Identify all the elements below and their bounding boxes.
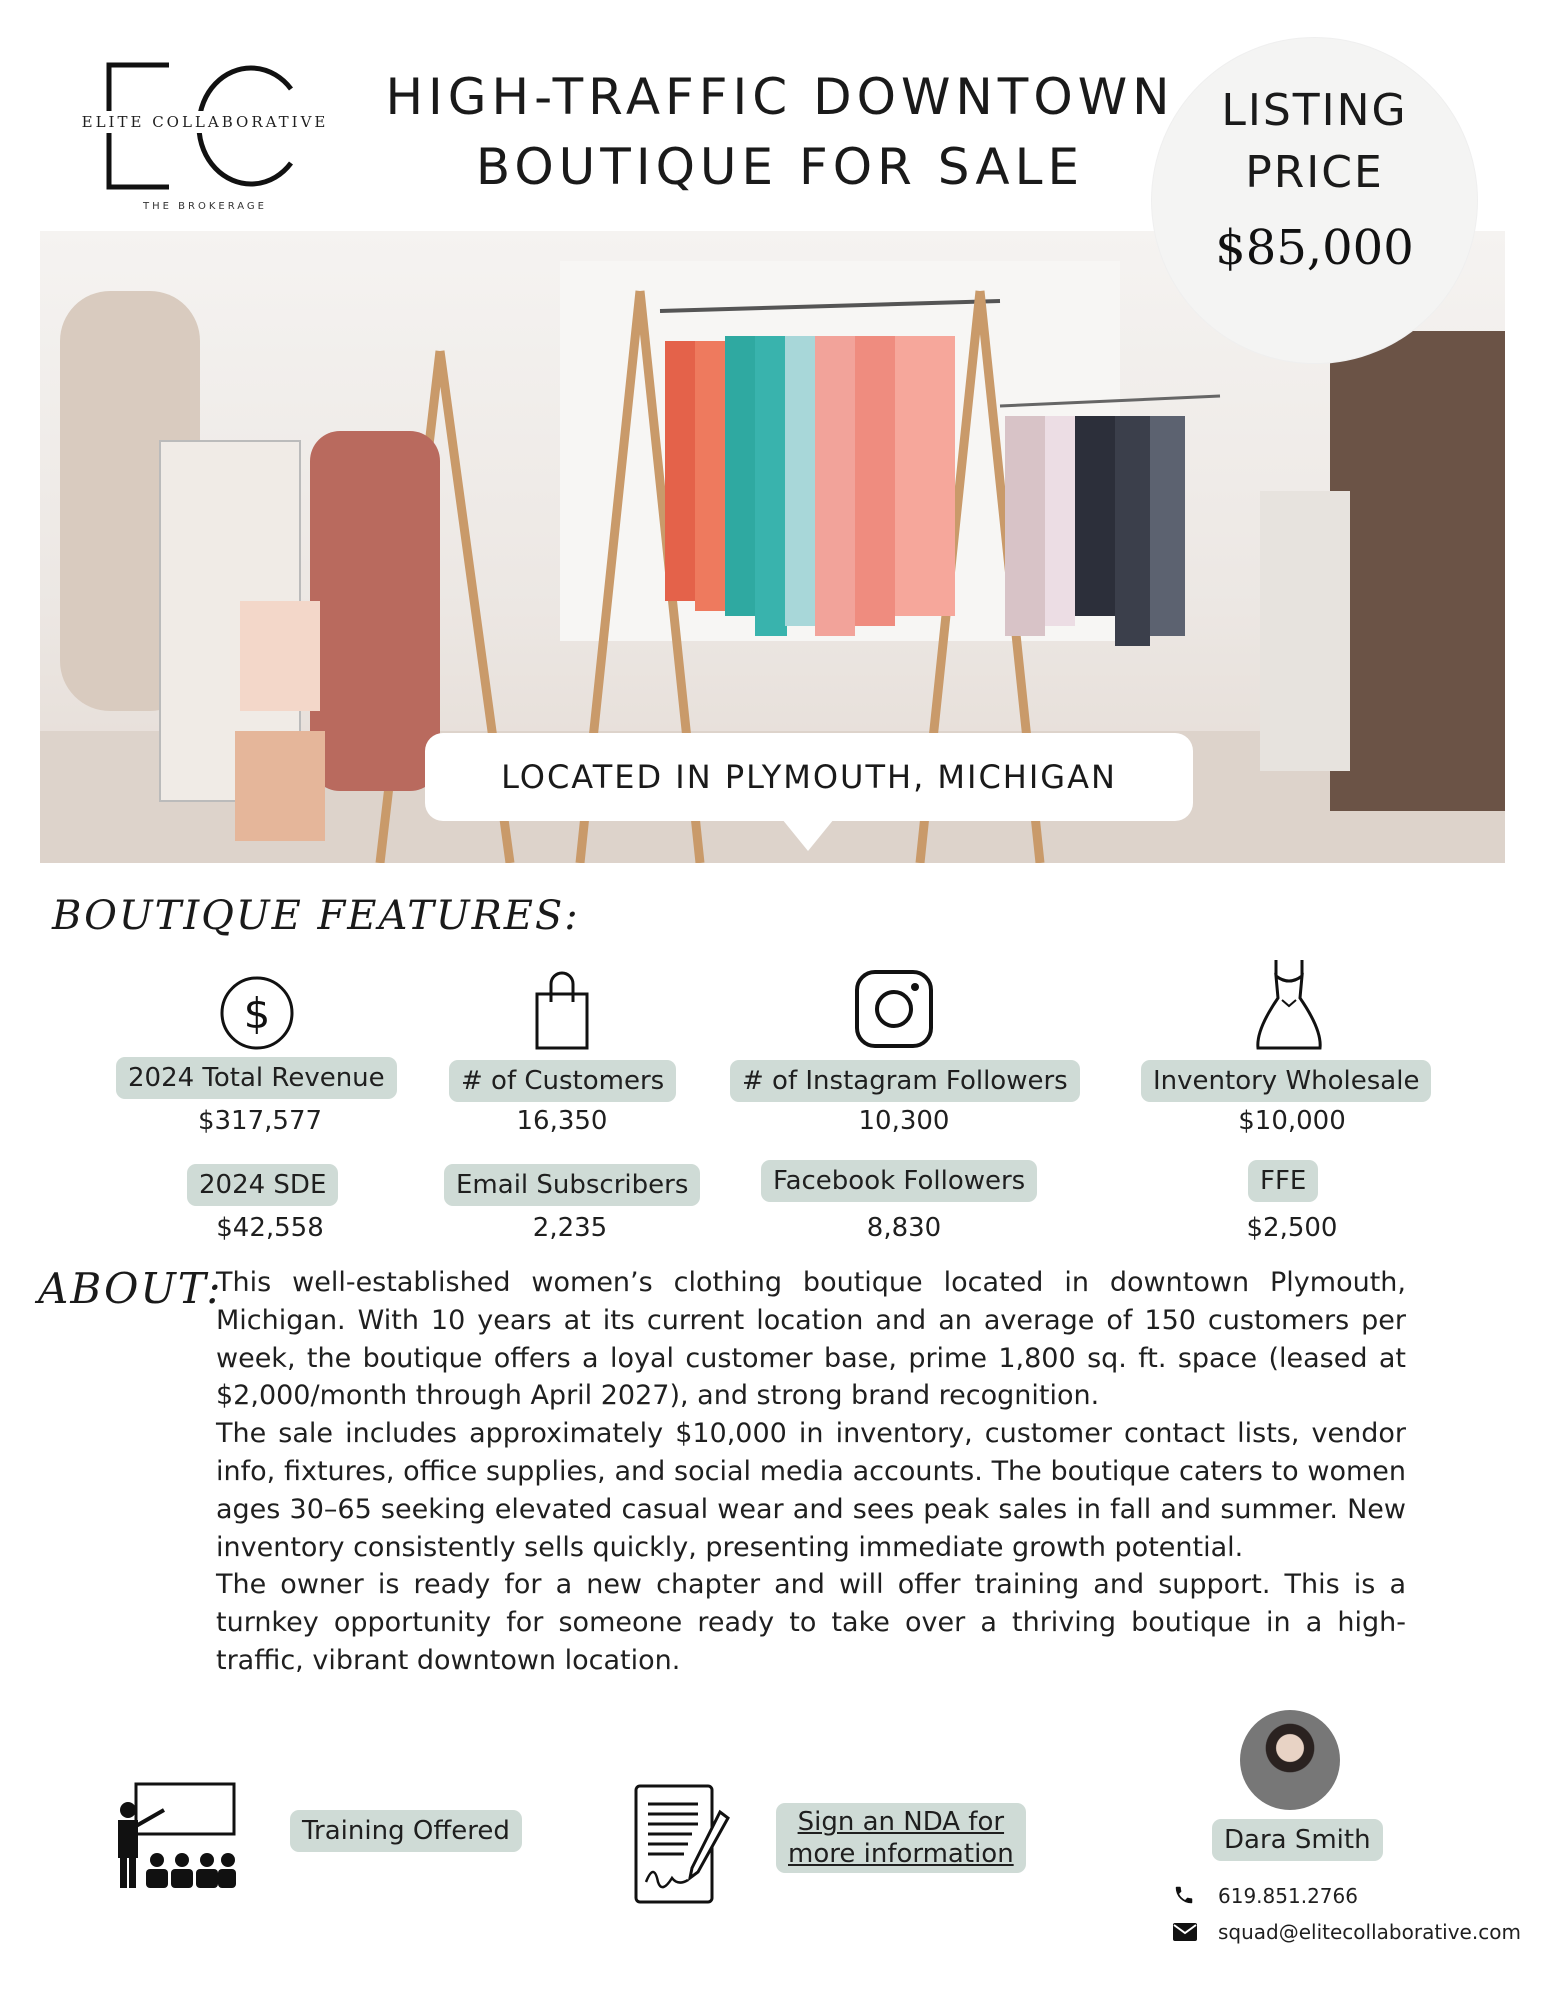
price-label	[1152, 80, 1477, 204]
agent-name: Dara Smith	[1212, 1819, 1383, 1861]
price-label-line-1: LISTING	[1221, 85, 1408, 136]
feature-label-instagram-followers: # of Instagram Followers	[730, 1060, 1080, 1102]
page-title	[380, 62, 1180, 202]
feature-value-customers: 16,350	[516, 1106, 608, 1136]
dollar-circle-icon	[218, 974, 296, 1052]
price-label-line-2: PRICE	[1245, 147, 1384, 198]
brokerage-logo	[70, 55, 340, 225]
logo-tagline: THE BROKERAGE	[143, 201, 267, 212]
training-offered-badge: Training Offered	[290, 1810, 522, 1852]
agent-phone[interactable]: 619.851.2766	[1218, 1884, 1358, 1908]
listing-price-badge	[1152, 38, 1477, 363]
email-icon	[1173, 1923, 1197, 1941]
features-heading: BOUTIQUE FEATURES:	[52, 893, 580, 939]
feature-value-sde: $42,558	[216, 1213, 324, 1243]
feature-value-ffe: $2,500	[1246, 1213, 1338, 1243]
price-value: $85,000	[1215, 220, 1414, 276]
phone-icon	[1173, 1884, 1195, 1906]
training-presenter-icon	[112, 1780, 238, 1890]
feature-label-ffe: FFE	[1248, 1160, 1318, 1202]
agent-avatar	[1240, 1710, 1340, 1810]
about-heading: ABOUT:	[38, 1264, 223, 1313]
feature-value-total-revenue: $317,577	[197, 1106, 323, 1136]
feature-value-instagram-followers: 10,300	[858, 1106, 950, 1136]
logo-name: ELITE COLLABORATIVE	[70, 111, 340, 133]
title-line-1: HIGH-TRAFFIC DOWNTOWN	[385, 68, 1175, 126]
instagram-icon	[853, 968, 935, 1050]
sign-nda-link-line-2: more information	[788, 1839, 1014, 1869]
feature-label-sde: 2024 SDE	[187, 1164, 338, 1206]
sign-nda-link-line-1: Sign an NDA for	[797, 1807, 1005, 1837]
title-line-2: BOUTIQUE FOR SALE	[475, 138, 1085, 196]
feature-label-inventory-wholesale: Inventory Wholesale	[1141, 1060, 1431, 1102]
sign-nda-link[interactable]	[776, 1803, 1026, 1873]
feature-label-facebook-followers: Facebook Followers	[761, 1160, 1037, 1202]
about-paragraph-2: The sale includes approximately $10,000 in inventory, customer contact lists, vendor info, fixtures, office supplies, and social media accounts. The boutique caters to women ages 30–65 seeking elevated casual wear and sees peak sales in fall and summer. New inventory consistently sells quickly, presenting immediate growth potential.	[216, 1418, 1406, 1563]
feature-value-facebook-followers: 8,830	[866, 1213, 942, 1243]
feature-label-email-subscribers: Email Subscribers	[444, 1164, 700, 1206]
agent-email[interactable]: squad@elitecollaborative.com	[1218, 1920, 1521, 1944]
location-callout: LOCATED IN PLYMOUTH, MICHIGAN	[425, 733, 1193, 821]
about-paragraph-1: This well-established women’s clothing boutique located in downtown Plymouth, Michigan. With 10 years at its current location and an average of 150 customers per week, the boutique offers a loyal customer base, prime 1,800 sq. ft. space (leased at $2,000/month through April 2027), and strong brand recognition.	[216, 1267, 1406, 1412]
feature-label-total-revenue: 2024 Total Revenue	[116, 1057, 397, 1099]
svg-text:$: $	[243, 989, 271, 1038]
about-paragraph-3: The owner is ready for a new chapter and will offer training and support. This is a turnkey opportunity for someone ready to take over a thriving boutique in a high-traffic, vibrant downtown location.	[216, 1569, 1406, 1676]
feature-label-customers: # of Customers	[449, 1060, 676, 1102]
signed-document-icon	[632, 1782, 732, 1906]
feature-value-email-subscribers: 2,235	[532, 1213, 608, 1243]
about-body	[216, 1264, 1406, 1680]
location-callout-pointer	[782, 819, 834, 851]
feature-value-inventory-wholesale: $10,000	[1238, 1106, 1346, 1136]
shopping-bag-icon	[532, 968, 592, 1052]
dress-icon	[1254, 958, 1324, 1052]
